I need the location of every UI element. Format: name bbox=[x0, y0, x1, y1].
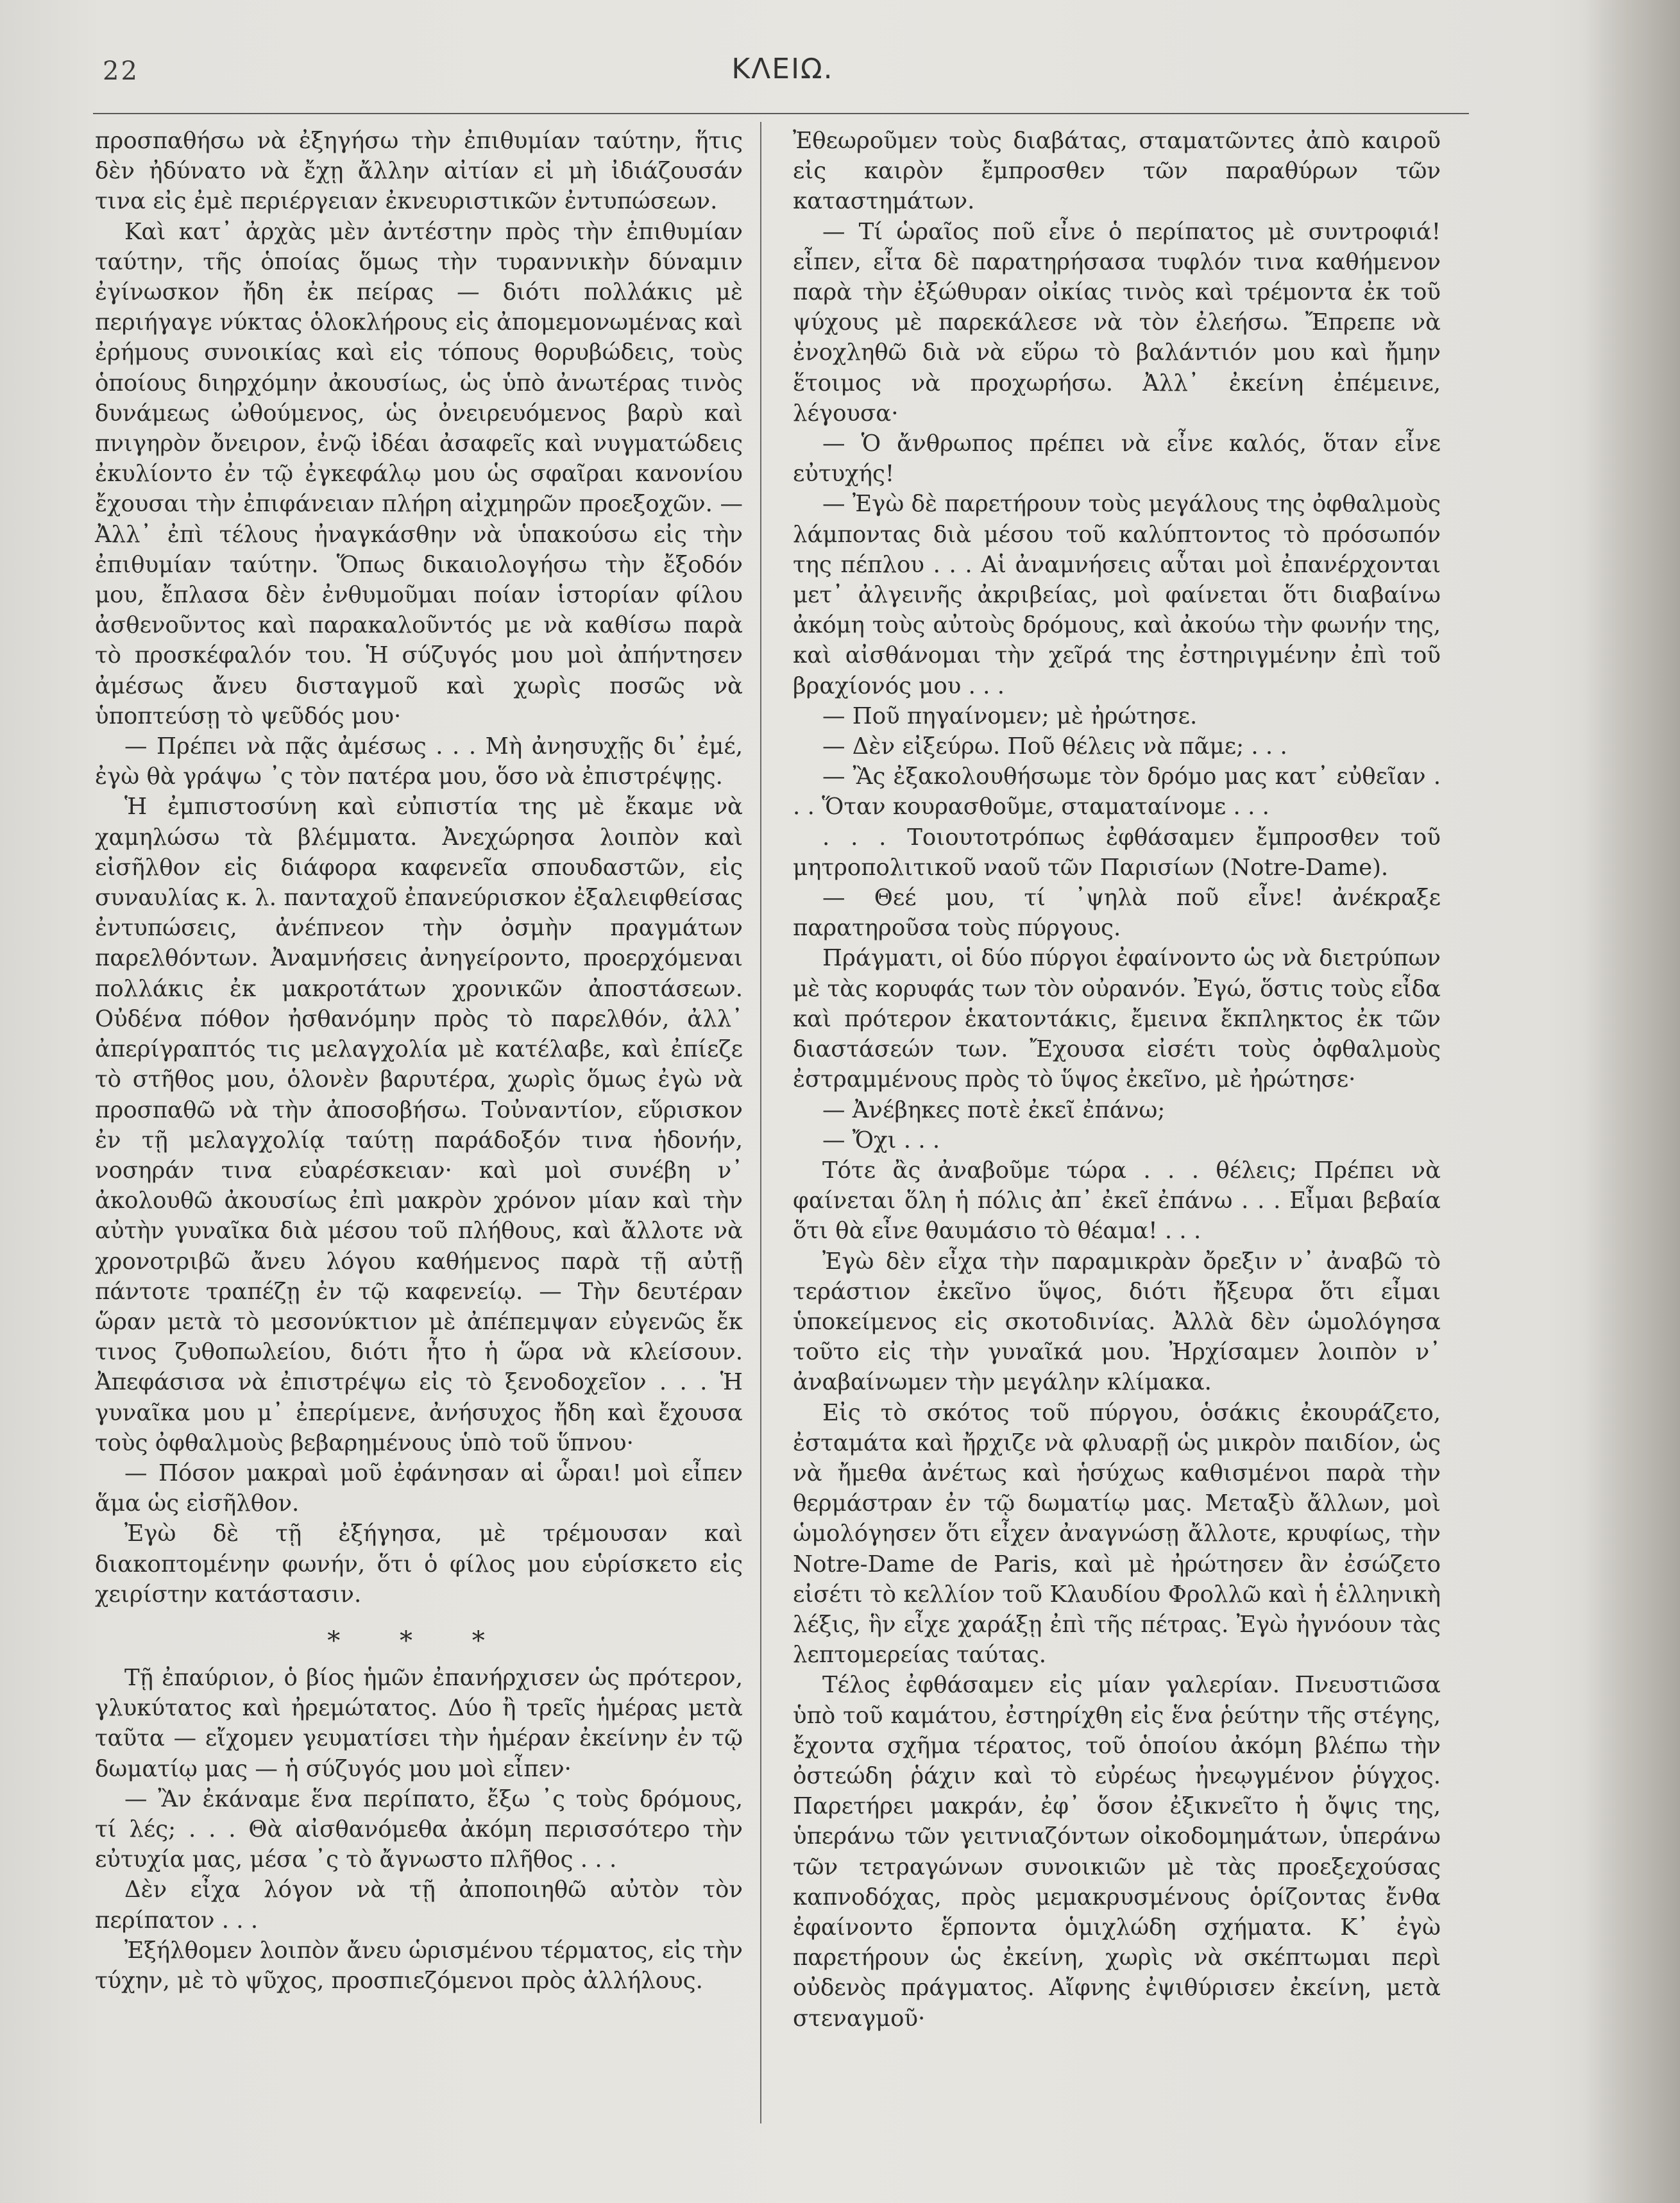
column-divider bbox=[760, 122, 761, 2123]
paragraph: Ἡ ἐμπιστοσύνη καὶ εὐπιστία της μὲ ἔκαμε νὰ χαμηλώσω τὰ βλέμματα. Ἀνεχώρησα λοιπὸν καὶ εἰσῆλθον εἰς διάφορα καφενεῖα σπουδαστῶν, εἰς συναυλίας κ. λ. πανταχοῦ ἐπανεύρισκον ἐξαλειφθείσας ἐντυπώσεις, ἀνέπνεον τὴν ὀσμὴν πραγμάτων παρελθόντων. Ἀναμνήσεις ἀνηγείροντο, προερχόμεναι πολλάκις ἐκ μακροτάτων χρονικῶν ἀποστάσεων. Οὐδένα πόθον ἠσθανόμην πρὸς τὸ παρελθόν, ἀλλ᾽ ἀπερίγραπτός τις μελαγχολία μὲ κατέλαβε, καὶ ἐπίεζε τὸ στῆθος μου, ὁλονὲν βαρυτέρα, χωρὶς ὅμως ἐγὼ νὰ προσπαθῶ νὰ τὴν ἀποσοβήσω. Τοὐναντίον, εὕρισκον ἐν τῇ μελαγχολίᾳ ταύτῃ παράδοξόν τινα ἡδονήν, νοσηράν τινα εὐαρέσκειαν· καὶ μοὶ συνέβη ν᾽ ἀκολουθῶ ἀκουσίως ἐπὶ μακρὸν χρόνον μίαν καὶ τὴν αὐτὴν γυναῖκα διὰ μέσου τοῦ πλήθους, καὶ ἄλλοτε νὰ χρονοτριβῶ ἄνευ λόγου καθήμενος παρὰ τῇ αὐτῇ πάντοτε τραπέζῃ ἐν τῷ καφενείῳ. — Τὴν δευτέραν ὥραν μετὰ τὸ μεσονύκτιον μὲ ἀπέπεμψαν εὐγενῶς ἔκ τινος ζυθοπωλείου, διότι ἦτο ἡ ὥρα νὰ κλείσουν. Ἀπεφάσισα νὰ ἐπιστρέψω εἰς τὸ ξενοδοχεῖον . . . Ἡ γυναῖκα μου μ᾽ ἐπερίμενε, ἀνήσυχος ἤδη καὶ ἔχουσα τοὺς ὀφθαλμοὺς βεβαρημένους ὑπὸ τοῦ ὕπνου· bbox=[95, 794, 743, 1456]
paragraph: προσπαθήσω νὰ ἐξηγήσω τὴν ἐπιθυμίαν ταύτην, ἥτις δὲν ἠδύνατο νὰ ἔχῃ ἄλλην αἰτίαν εἰ μὴ ἰδιάζουσάν τινα εἰς ἐμὲ περιέργειαν ἐκνευριστικῶν ἐντυπώσεων. bbox=[95, 128, 743, 215]
paragraph: Καὶ κατ᾽ ἀρχὰς μὲν ἀντέστην πρὸς τὴν ἐπιθυμίαν ταύτην, τῆς ὁποίας ὅμως τὴν τυραννικὴν δύναμιν ἐγίνωσκον ἤδη ἐκ πείρας — διότι πολλάκις μὲ περιήγαγε νύκτας ὁλοκλήρους εἰς ἀπομεμονωμένας καὶ ἐρήμους συνοικίας καὶ εἰς τόπους θορυβώδεις, τοὺς ὁποίους διηρχόμην ἀκουσίως, ὡς ὑπὸ ἀνωτέρας τινὸς δυνάμεως ὠθούμενος, ὡς ὀνειρευόμενος βαρὺ καὶ πνιγηρὸν ὄνειρον, ἐνῷ ἰδέαι ἀσαφεῖς καὶ νυγματώδεις ἐκυλίοντο ἐν τῷ ἐγκεφάλῳ μου ὡς σφαῖραι κανονίου ἔχουσαι τὴν ἐπιφάνειαν πλήρη αἰχμηρῶν προεξοχῶν. — Ἀλλ᾽ ἐπὶ τέλους ἠναγκάσθην νὰ ὑπακούσω εἰς τὴν ἐπιθυμίαν ταύτην. Ὅπως δικαιολογήσω τὴν ἔξοδόν μου, ἔπλασα δὲν ἐνθυμοῦμαι ποίαν ἱστορίαν φίλου ἀσθενοῦντος καὶ παρακαλοῦντός με νὰ καθίσω παρὰ τὸ προσκέφαλόν του. Ἡ σύζυγός μου μοὶ ἀπήντησεν ἀμέσως ἄνευ δισταγμοῦ καὶ χωρὶς ποσῶς νὰ ὑποπτεύσῃ τὸ ψεῦδός μου· bbox=[95, 218, 743, 729]
paragraph: Ἐξήλθομεν λοιπὸν ἄνευ ὡρισμένου τέρματος, εἰς τὴν τύχην, μὲ τὸ ψῦχος, προσπιεζόμενοι πρὸς ἀλλήλους. bbox=[95, 1937, 743, 1995]
paragraph: — Πρέπει νὰ πᾷς ἀμέσως . . . Μὴ ἀνησυχῇς δι᾽ ἐμέ, ἐγὼ θὰ γράψω ᾽ς τὸν πατέρα μου, ὅσο νὰ ἐπιστρέψῃς. bbox=[95, 733, 743, 790]
paragraph: — Ὁ ἄνθρωπος πρέπει νὰ εἶνε καλός, ὅταν εἶνε εὐτυχής! bbox=[793, 430, 1441, 488]
paragraph: — Δὲν εἰξεύρω. Ποῦ θέλεις νὰ πᾶμε; . . . bbox=[822, 733, 1287, 760]
paragraph: Εἰς τὸ σκότος τοῦ πύργου, ὁσάκις ἐκουράζετο, ἐσταμάτα καὶ ἤρχιζε νὰ φλυαρῇ ὡς μικρὸν παιδίον, ὡς νὰ ἤμεθα ἀνέτως καὶ ἡσύχως καθισμένοι παρὰ τὴν θερμάστραν ἐν τῷ δωματίῳ μας. Μεταξὺ ἄλλων, μοὶ ὡμολόγησεν ὅτι εἶχεν ἀναγνώσῃ ἄλλοτε, κρυφίως, τὴν Notre-Dame de Paris, καὶ μὲ ἠρώτησεν ἂν ἐσώζετο εἰσέτι τὸ κελλίον τοῦ Κλαυδίου Φρολλῶ καὶ ἡ ἑλληνικὴ λέξις, ἣν εἶχε χαράξῃ ἐπὶ τῆς πέτρας. Ἐγὼ ἠγνόουν τὰς λεπτομερείας ταύτας. bbox=[793, 1399, 1441, 1669]
header-rule bbox=[93, 113, 1469, 114]
paragraph: Τέλος ἐφθάσαμεν εἰς μίαν γαλερίαν. Πνευστιῶσα ὑπὸ τοῦ καμάτου, ἐστηρίχθη εἰς ἕνα ῥεύτην τῆς στέγης, ἔχοντα σχῆμα τέρατος, τοῦ ὁποίου ἀκόμη βλέπω τὴν ὀστεώδη ῥάχιν καὶ τὸ εὐρέως ἠνεῳγμένον ῥύγχος. Παρετήρει μακράν, ἐφ᾽ ὅσον ἐξικνεῖτο ἡ ὄψις της, ὑπεράνω τῶν γειτνιαζόντων οἰκοδομημάτων, ὑπεράνω τῶν τετραγώνων συνοικιῶν μὲ τὰς προεξεχούσας καπνοδόχας, πρὸς μεμακρυσμένους ὁρίζοντας ἔνθα ἐφαίνοντο ἕρποντα ὁμιχλώδη σχήματα. Κ᾽ ἐγὼ παρετήρουν ὡς ἐκείνη, χωρὶς νὰ σκέπτωμαι περὶ οὐδενὸς πράγματος. Αἴφνης ἐψιθύρισεν ἐκείνη, μετὰ στεναγμοῦ· bbox=[793, 1672, 1441, 2032]
paragraph: — Ὄχι . . . bbox=[822, 1127, 940, 1153]
left-column-after-break bbox=[95, 1663, 743, 1996]
paragraph: — Ἂς ἐξακολουθήσωμε τὸν δρόμο μας κατ᾽ εὐθεῖαν . . . Ὅταν κουρασθοῦμε, σταματαίνομε . . . bbox=[793, 763, 1441, 821]
page-header bbox=[96, 53, 1469, 104]
paragraph: Τῇ ἐπαύριον, ὁ βίος ἡμῶν ἐπανήρχισεν ὡς πρότερον, γλυκύτατος καὶ ἠρεμώτατος. Δύο ἢ τρεῖς ἡμέρας μετὰ ταῦτα — εἴχομεν γευματίσει τὴν ἡμέραν ἐκείνην ἐν τῷ δωματίῳ μας — ἡ σύζυγός μου μοὶ εἶπεν· bbox=[95, 1665, 743, 1782]
paragraph: — Τί ὡραῖος ποῦ εἶνε ὁ περίπατος μὲ συντροφιά! εἶπεν, εἶτα δὲ παρατηρήσασα τυφλόν τινα καθήμενον παρὰ τὴν ἐξώθυραν οἰκίας τινὸς καὶ τρέμοντα ἐκ τοῦ ψύχους μὲ παρεκάλεσε νὰ τὸν ἐλεήσω. Ἔπρεπε νὰ ἐνοχληθῶ διὰ νὰ εὕρω τὸ βαλάντιόν μου καὶ ἤμην ἕτοιμος νὰ προχωρήσω. Ἀλλ᾽ ἐκείνη ἐπέμεινε, λέγουσα· bbox=[793, 218, 1441, 427]
page-edge-shadow bbox=[1584, 0, 1680, 2203]
paragraph: Ἐγὼ δὲν εἶχα τὴν παραμικρὰν ὄρεξιν ν᾽ ἀναβῶ τὸ τεράστιον ἐκεῖνο ὕψος, διότι ἤξευρα ὅτι εἶμαι ὑποκείμενος εἰς σκοτοδινίας. Ἀλλὰ δὲν ὡμολόγησα τοῦτο εἰς τὴν γυναῖκά μου. Ἠρχίσαμεν λοιπὸν ν᾽ ἀναβαίνωμεν τὴν μεγάλην κλίμακα. bbox=[793, 1248, 1441, 1396]
paragraph: Ἐγὼ δὲ τῇ ἐξήγησα, μὲ τρέμουσαν καὶ διακοπτομένην φωνήν, ὅτι ὁ φίλος μου εὑρίσκετο εἰς χειρίστην κατάστασιν. bbox=[95, 1520, 743, 1608]
paragraph: Πράγματι, οἱ δύο πύργοι ἐφαίνοντο ὡς νὰ διετρύπων μὲ τὰς κορυφάς των τὸν οὐρανόν. Ἐγώ, ὅστις τοὺς εἶδα καὶ πρότερον ἑκατοντάκις, ἔμεινα ἔκπληκτος ἐκ τῶν διαστάσεών των. Ἔχουσα εἰσέτι τοὺς ὀφθαλμοὺς ἐστραμμένους πρὸς τὸ ὕψος ἐκεῖνο, μὲ ἠρώτησε· bbox=[793, 945, 1441, 1093]
page-number: 22 bbox=[103, 56, 139, 86]
paragraph: — Ἀνέβηκες ποτὲ ἐκεῖ ἐπάνω; bbox=[822, 1096, 1166, 1123]
right-column bbox=[793, 126, 1441, 2034]
left-column bbox=[95, 126, 743, 1610]
paragraph: — Ποῦ πηγαίνομεν; μὲ ἠρώτησε. bbox=[822, 702, 1198, 729]
paragraph: Τότε ἂς ἀναβοῦμε τώρα . . . θέλεις; Πρέπει νὰ φαίνεται ὅλη ἡ πόλις ἀπ᾽ ἐκεῖ ἐπάνω . . . Εἶμαι βεβαία ὅτι θὰ εἶνε θαυμάσιο τὸ θέαμα! . . . bbox=[793, 1157, 1441, 1245]
paragraph: Ἐθεωροῦμεν τοὺς διαβάτας, σταματῶντες ἀπὸ καιροῦ εἰς καιρὸν ἔμπροσθεν τῶν παραθύρων τῶν καταστημάτων. bbox=[793, 128, 1441, 215]
paragraph: — Ἂν ἐκάναμε ἕνα περίπατο, ἔξω ᾽ς τοὺς δρόμους, τί λές; . . . Θὰ αἰσθανόμεθα ἀκόμη περισσότερο τὴν εὐτυχία μας, μέσα ᾽ς τὸ ἄγνωστο πλῆθος . . . bbox=[95, 1785, 743, 1873]
paragraph: — Θεέ μου, τί ᾽ψηλὰ ποῦ εἶνε! ἀνέκραξε παρατηροῦσα τοὺς πύργους. bbox=[793, 885, 1441, 942]
section-break-asterism: * * * bbox=[327, 1626, 511, 1656]
paragraph: — Πόσον μακραὶ μοῦ ἐφάνησαν αἱ ὧραι! μοὶ εἶπεν ἅμα ὡς εἰσῆλθον. bbox=[95, 1459, 743, 1517]
paragraph: . . . Τοιουτοτρόπως ἐφθάσαμεν ἔμπροσθεν τοῦ μητροπολιτικοῦ ναοῦ τῶν Παρισίων (Notre-Dame). bbox=[793, 824, 1441, 881]
running-title: ΚΛΕΙΩ. bbox=[731, 53, 834, 85]
paragraph: — Ἐγὼ δὲ παρετήρουν τοὺς μεγάλους της ὀφθαλμοὺς λάμποντας διὰ μέσου τοῦ καλύπτοντος τὸ πρόσωπόν της πέπλου . . . Αἱ ἀναμνήσεις αὗται μοὶ ἐπανέρχονται μετ᾽ ἀλγεινῆς ἀκριβείας, μοὶ φαίνεται ὅτι διαβαίνω ἀκόμη τοὺς αὐτοὺς δρόμους, καὶ ἀκούω τὴν φωνήν της, καὶ αἰσθάνομαι τὴν χεῖρά της ἐστηριγμένην ἐπὶ τοῦ βραχίονός μου . . . bbox=[793, 491, 1441, 699]
paragraph: Δὲν εἶχα λόγον νὰ τῇ ἀποποιηθῶ αὐτὸν τὸν περίπατον . . . bbox=[95, 1876, 743, 1934]
